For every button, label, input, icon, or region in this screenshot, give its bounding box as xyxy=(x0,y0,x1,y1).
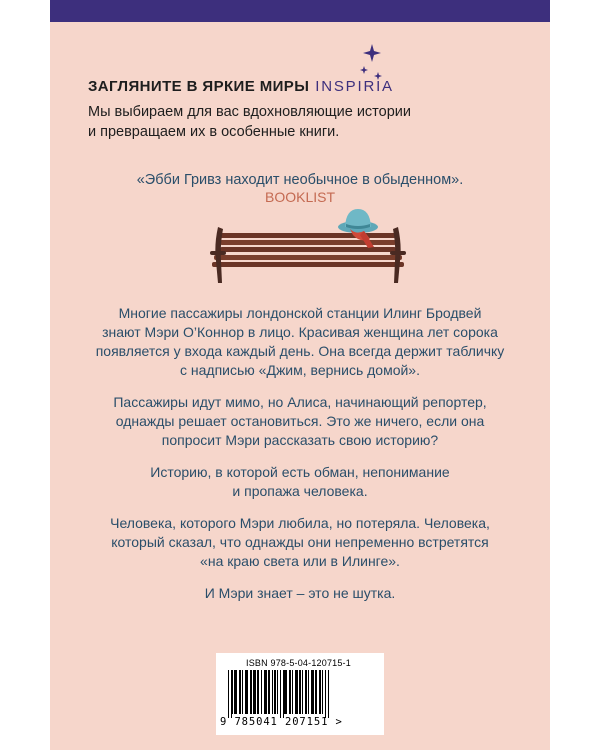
isbn-number: ISBN 978-5-04-120715-1 xyxy=(246,658,351,668)
blurb-line: Человека, которого Мэри любила, но потеряла. Человека, xyxy=(110,515,490,531)
top-color-band xyxy=(50,0,550,22)
blurb-line: попросит Мэри рассказать свою историю? xyxy=(161,432,439,448)
blurb-paragraph xyxy=(50,584,550,603)
blurb-line: «на краю света или в Илинге». xyxy=(200,553,400,569)
blurb-line: И Мэри знает – это не шутка. xyxy=(204,585,396,601)
subtitle-line: и превращаем их в особенные книги. xyxy=(88,124,340,140)
series-title: ЗАГЛЯНИТЕ В ЯРКИЕ МИРЫ xyxy=(88,78,310,95)
blurb-line: который сказал, что однажды они непременно встретятся xyxy=(111,534,489,550)
blurb-paragraph xyxy=(50,463,550,501)
blurb-paragraph xyxy=(50,304,550,380)
blurb-line: Историю, в которой есть обман, непонимание xyxy=(150,464,450,480)
blurb-line: Многие пассажиры лондонской станции Илинг Бродвей xyxy=(118,305,482,321)
review-quote: «Эбби Гривз находит необычное в обыденном». xyxy=(136,172,464,188)
bench-illustration xyxy=(208,205,408,287)
series-heading xyxy=(88,78,394,95)
book-blurb xyxy=(50,304,550,616)
barcode-digits: 9 785041 207151 > xyxy=(220,716,343,728)
barcode-bars xyxy=(226,670,376,718)
subtitle-line: Мы выбираем для вас вдохновляющие истории xyxy=(88,104,411,120)
blurb-line: и пропажа человека. xyxy=(232,483,368,499)
barcode-panel xyxy=(216,653,384,735)
blurb-line: Пассажиры идут мимо, но Алиса, начинающий репортер, xyxy=(113,394,487,410)
blurb-paragraph xyxy=(50,514,550,571)
blurb-line: появляется у входа каждый день. Она всегда держит табличку xyxy=(95,343,505,359)
blurb-line: однажды решает остановиться. Это же ничего, если она xyxy=(115,413,485,429)
brand-name: INSPIRIA xyxy=(315,78,394,95)
blurb-line: с надписью «Джим, вернись домой». xyxy=(180,362,420,378)
series-description xyxy=(88,102,528,142)
review-source: BOOKLIST xyxy=(264,189,336,205)
blurb-line: знают Мэри О’Коннор в лицо. Красивая женщина лет сорока xyxy=(102,324,498,340)
back-cover xyxy=(50,0,550,750)
blurb-paragraph xyxy=(50,393,550,450)
